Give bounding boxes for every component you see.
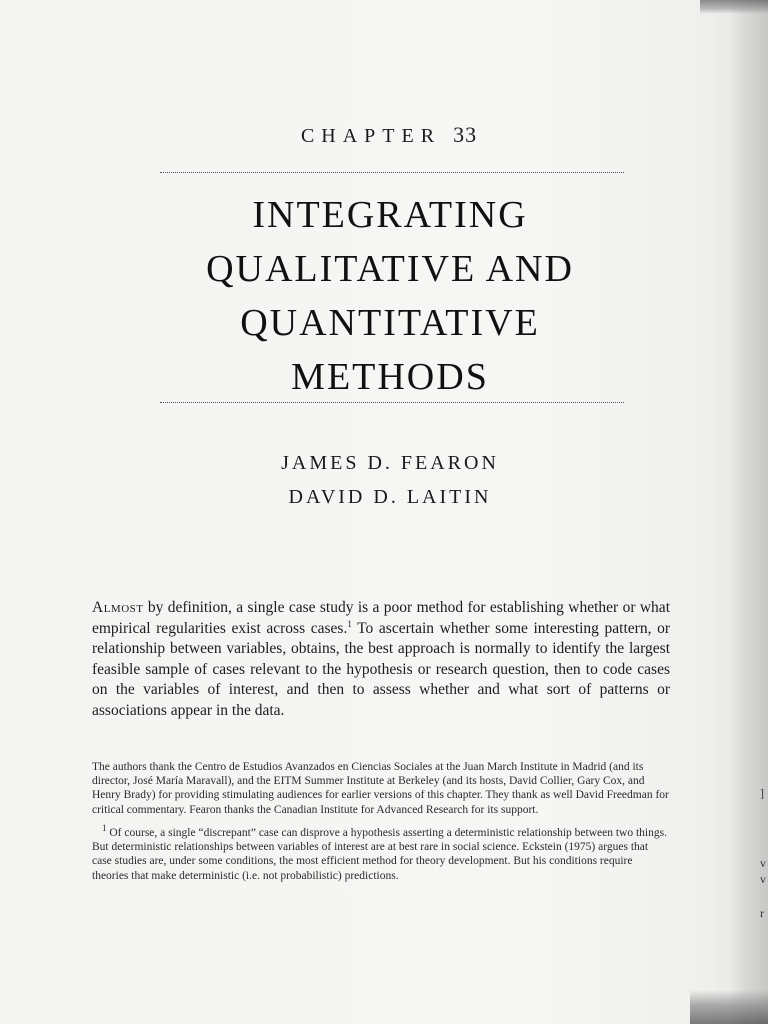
- title-line: QUANTITATIVE: [240, 302, 540, 344]
- footnote-marker: 1: [102, 823, 107, 834]
- footnote-text: Of course, a single “discrepant” case can disprove a hypothesis asserting a deterministic relationship between two things. But deterministic relationships between variables of interest are at best rare in social science. Eckstein (1975) argues that case studies are, under some conditions, the most efficient method for theory development. But his conditions require theories that make deterministic (i.e. not probabilistic) predictions.: [92, 827, 667, 882]
- footnote-1: [92, 823, 670, 883]
- adjacent-page-glyph: v: [760, 856, 766, 870]
- opening-paragraph: [92, 598, 670, 721]
- divider-bottom: [160, 402, 624, 403]
- adjacent-page-glyph: v: [760, 872, 766, 886]
- page-shadow-top: [700, 0, 768, 14]
- chapter-label: CHAPTER: [300, 125, 442, 147]
- adjacent-page-glyph: r: [760, 906, 764, 920]
- divider-top: [160, 172, 624, 173]
- chapter-title: [120, 188, 660, 404]
- paragraph-text: by definition, a single case study is a poor method for establishing whether or what empirical regularities exist across cases.: [92, 599, 670, 637]
- page-shadow-bottom: [690, 990, 768, 1024]
- title-line: METHODS: [291, 356, 489, 398]
- title-line: QUALITATIVE AND: [206, 248, 574, 290]
- author-name: DAVID D. LAITIN: [288, 486, 492, 508]
- acknowledgment-footnote: The authors thank the Centro de Estudios Avanzados en Ciencias Sociales at the Juan March Institute in Madrid (and its director, José María Maravall), and the EITM Summer Institute at Berkeley (and its hosts, David Collier, Gary Cox, and Henry Brady) for providing stimulating audiences for earlier versions of this chapter. They thank as well David Freedman for critical commentary. Fearon thanks the Canadian Institute for Advanced Research for its support.: [92, 761, 669, 816]
- lead-word: Almost: [92, 599, 144, 616]
- paragraph-text: To ascertain whether some interesting pattern, or relationship between variables, obtains, the best approach is normally to identify the largest feasible sample of cases relevant to the hypothesis or research question, then to code cases on the variables of interest, and then to assess whether and what sort of patterns or associations appear in the data.: [92, 619, 670, 719]
- chapter-heading: [0, 122, 768, 148]
- chapter-number: 33: [453, 122, 478, 147]
- adjacent-page-glyph: ]: [760, 786, 764, 800]
- title-line: INTEGRATING: [252, 194, 528, 236]
- footnote-reference: 1: [347, 618, 352, 629]
- author-name: JAMES D. FEARON: [281, 452, 499, 474]
- author-list: [180, 446, 600, 514]
